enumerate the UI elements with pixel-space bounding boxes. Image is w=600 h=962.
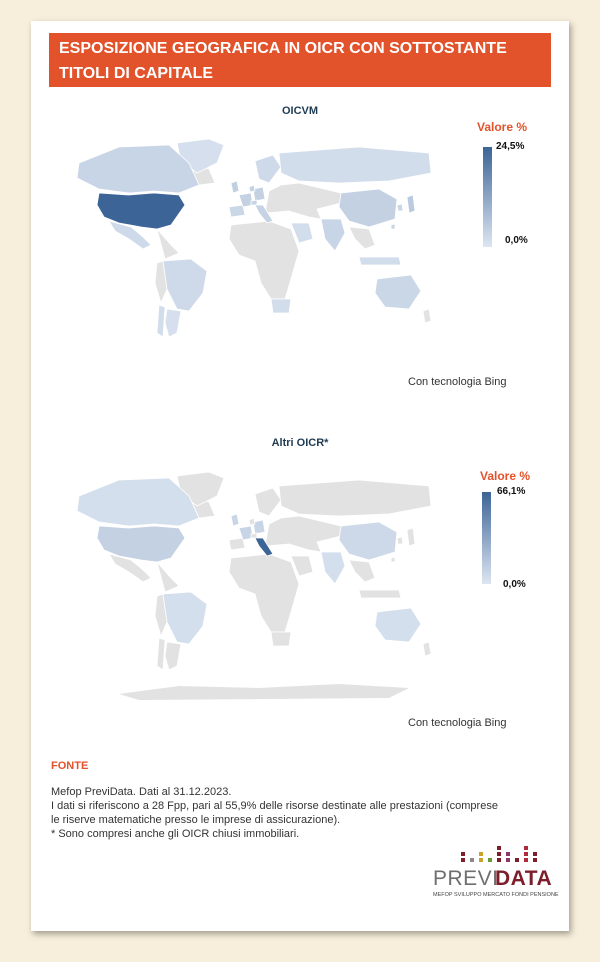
- map2-legend-min: 0,0%: [503, 579, 526, 590]
- land-antarctica: [119, 684, 409, 700]
- region-cina: [339, 522, 397, 560]
- land-nodata-0: [229, 221, 299, 299]
- region-indonesia: [359, 257, 401, 265]
- region-russia: [279, 480, 431, 516]
- previdata-logo: [429, 843, 559, 903]
- page-title: [49, 33, 551, 87]
- region-australia: [375, 608, 421, 642]
- region-scandinavia: [255, 488, 281, 516]
- land-nodata-2: [349, 560, 375, 582]
- region-svizzera: [251, 533, 257, 538]
- region-brasile: [163, 592, 207, 644]
- logo-text-previ: PREVI: [433, 867, 499, 890]
- source-line-4: * Sono compresi anche gli OICR chiusi immobiliari.: [51, 828, 300, 840]
- region-regno-unito: [231, 514, 239, 526]
- region-giappone: [407, 528, 415, 546]
- map1-legend-gradient: [483, 147, 492, 247]
- region-regno-unito: [231, 181, 239, 193]
- region-cile: [157, 638, 165, 670]
- land-nodata-3: [423, 642, 431, 656]
- map1-world-map: [59, 133, 439, 338]
- region-argentina: [165, 642, 181, 670]
- land-nodata-5: [157, 229, 179, 259]
- region-sudafrica: [271, 632, 291, 646]
- land-nodata-1: [265, 183, 341, 219]
- region-paesi-bassi: [249, 185, 255, 192]
- region-svizzera: [251, 200, 257, 205]
- logo-subtitle: MEFOP SVILUPPO MERCATO FONDI PENSIONE: [433, 892, 559, 898]
- region-argentina: [165, 309, 181, 337]
- source-title: FONTE: [51, 760, 89, 772]
- region-indonesia: [359, 590, 401, 598]
- region-taiwan: [391, 224, 395, 229]
- region-india: [321, 552, 345, 584]
- source-notes: [51, 785, 531, 841]
- source-line-1: Mefop PreviData. Dati al 31.12.2023.: [51, 786, 232, 798]
- map1-legend-max: 24,5%: [496, 141, 525, 152]
- region-brasile: [163, 259, 207, 311]
- land-nodata-3: [423, 309, 431, 323]
- region-corea-del-sud: [397, 537, 403, 544]
- region-scandinavia: [255, 155, 281, 183]
- land-nodata-2: [349, 227, 375, 249]
- infographic-card: [31, 21, 569, 931]
- region-india: [321, 219, 345, 251]
- land-nodata-0: [229, 554, 299, 632]
- land-nodata-1: [265, 516, 341, 552]
- logo-text-data: DATA: [495, 867, 553, 890]
- source-line-3: le riserve matematiche presso le imprese di assicurazione).: [51, 814, 341, 826]
- region-taiwan: [391, 557, 395, 562]
- map1-title: OICVM: [281, 105, 319, 117]
- map2-attribution: Con tecnologia Bing: [408, 717, 507, 729]
- region-cina: [339, 189, 397, 227]
- map2-legend-title: Valore %: [480, 469, 531, 483]
- region-giappone: [407, 195, 415, 213]
- source-line-2: I dati si riferiscono a 28 Fpp, pari al 55,9% delle risorse destinate alle prestazioni (comprese: [51, 800, 498, 812]
- region-cile: [157, 305, 165, 337]
- map2-legend-gradient: [482, 492, 491, 584]
- land-nodata-5: [157, 562, 179, 592]
- map2-title: Altri OICR*: [271, 437, 329, 449]
- page-title-line2: TITOLI DI CAPITALE: [59, 65, 214, 82]
- logo-bars-icon: [429, 843, 549, 869]
- region-paesi-bassi: [249, 518, 255, 525]
- map2-world-map: [59, 466, 439, 701]
- region-russia: [279, 147, 431, 183]
- region-australia: [375, 275, 421, 309]
- map2-legend-max: 66,1%: [497, 486, 526, 497]
- region-sudafrica: [271, 299, 291, 313]
- page-title-line1: ESPOSIZIONE GEOGRAFICA IN OICR CON SOTTOSTANTE: [59, 40, 507, 57]
- map1-legend-title: Valore %: [477, 120, 528, 134]
- region-corea-del-sud: [397, 204, 403, 211]
- map1-attribution: Con tecnologia Bing: [408, 376, 507, 388]
- map1-legend-min: 0,0%: [505, 235, 528, 246]
